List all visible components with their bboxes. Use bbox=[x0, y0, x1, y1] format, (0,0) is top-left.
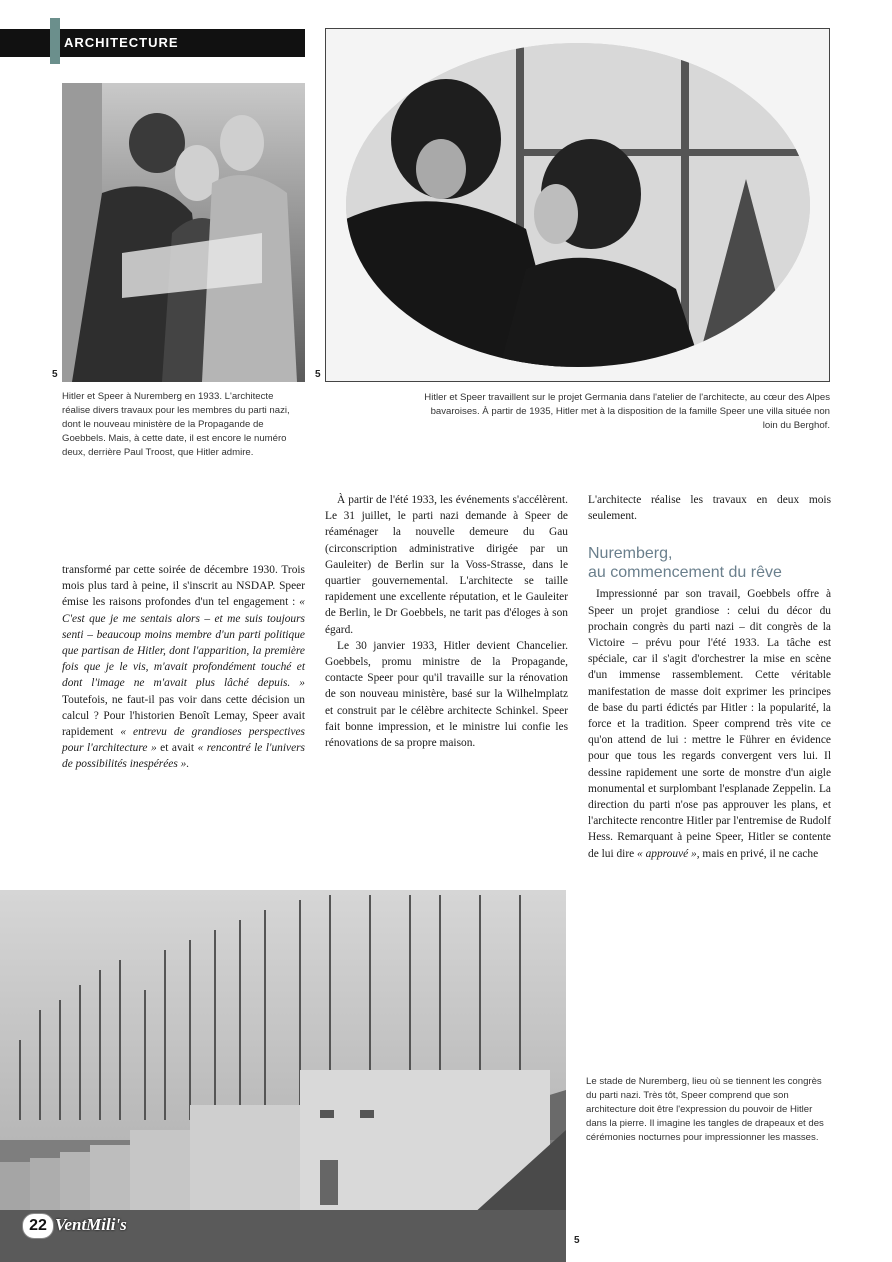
col3-para2-end: , mais en privé, il ne cache bbox=[696, 847, 819, 860]
col1-para2: Toutefois, ne faut-il pas voir dans cette décision un calcul ? Pour l'historien Benoît Lemay, Speer avait rapidement bbox=[62, 693, 305, 739]
magazine-logo: VentMili's bbox=[55, 1215, 127, 1234]
text-column-1 bbox=[62, 562, 305, 773]
page-number: 22 bbox=[22, 1213, 54, 1239]
col2-para2: Le 30 janvier 1933, Hitler devient Chancelier. Goebbels, promu ministre de la Propagande, contacte Speer pour qu'il travaille sur la rénovation de son nouveau ministère, basé sur la Wilhelmplatz et construit par le célèbre architecte Schinkel. Speer fait bonne impression, et le ministre lui confie les rénovations de sa propre maison. bbox=[325, 639, 568, 750]
col1-quote2: « entrevu de grandioses perspectives pour l'architecture » bbox=[62, 726, 305, 755]
col1-para3: et avait bbox=[160, 742, 195, 755]
col1-para1: transformé par cette soirée de décembre 1930. Trois mois plus tard à peine, il s'inscrit au NSDAP. Speer émise les raisons profondes d'un tel engagement : bbox=[62, 564, 305, 609]
photo2-number: 5 bbox=[315, 369, 321, 380]
subheading-line1: Nuremberg, bbox=[588, 545, 673, 563]
section-label: ARCHITECTURE bbox=[64, 35, 179, 50]
col3-para1: L'architecte réalise les travaux en deux mois seulement. bbox=[588, 494, 831, 523]
text-column-2 bbox=[325, 492, 568, 751]
photo1-caption: Hitler et Speer à Nuremberg en 1933. L'architecte réalise divers travaux pour les membres du parti nazi, dont le nouveau ministère de la Propagande de Goebbels. Mais, à cette date, il est encore le numéro deux, derrière Paul Troost, que Hitler admire. bbox=[62, 391, 290, 458]
text-column-3 bbox=[588, 492, 831, 862]
photo3-number: 5 bbox=[574, 1235, 580, 1246]
photo-hitler-speer-nuremberg bbox=[62, 83, 305, 382]
photo-nuremberg-stadium bbox=[0, 890, 566, 1262]
photo2-caption: Hitler et Speer travaillent sur le projet Germania dans l'atelier de l'architecte, au cœur des Alpes bavaroises. À partir de 1935, Hitler met à la disposition de la famille Speer une villa située non loin du Berghof. bbox=[424, 392, 830, 431]
section-subheading bbox=[588, 544, 831, 582]
subheading-line2: au commencement du rêve bbox=[588, 564, 782, 582]
photo-hitler-speer-atelier bbox=[325, 28, 830, 382]
col1-quote3: « rencontré le l'univers de possibilités inespérées ». bbox=[62, 742, 305, 771]
col2-para1: À partir de l'été 1933, les événements s'accélèrent. Le 31 juillet, le parti nazi demande à Speer de réaménager la nouvelle demeure du Gau (circonscription administrative dirigée par un Gauleiter) de Berlin sur la Voss-Strasse, dans le quartier gouvernemental. L'architecte se taille rapidement une excellente réputation, et le Gauleiter de Berlin, le Dr Goebbels, ne tarit pas d'éloges à son égard. bbox=[325, 494, 568, 636]
col3-quote: « approuvé » bbox=[637, 847, 697, 860]
photo1-number: 5 bbox=[52, 369, 58, 380]
section-header-accent bbox=[50, 18, 60, 64]
col1-quote1: « C'est que je me sentais alors – et me suis toujours senti – beaucoup moins membre d'un parti politique que partisan de Hitler, dont l'apparition, la première fois que je le vis, m'avait profondément touché et dont l'image ne m'avait plus lâché depuis. » bbox=[62, 596, 305, 690]
photo3-caption: Le stade de Nuremberg, lieu où se tiennent les congrès du parti nazi. Très tôt, Speer comprend que son architecture doit être l'expression du pouvoir de Hitler dans la pierre. Il imagine les tangles de drapeaux et des cérémonies nocturnes pour impressionner les masses. bbox=[586, 1076, 824, 1143]
col3-para2: Impressionné par son travail, Goebbels offre à Speer un projet grandiose : celui du décor du prochain congrès du parti nazi – dit congrès de la Victoire – prévu pour l'été 1933. La tâche est spéciale, car il s'agit d'orchestrer la mise en scène d'un immense rassemblement. Cette véritable manifestation de masse doit exprimer les principes de base du parti édictés par Hitler : la popularité, la force et la tradition. Speer comprend très vite ce qu'on attend de lui : mettre le Führer en évidence pour que tous les regards convergent vers lui. Il dessine rapidement une sorte de monstre d'un aigle monumental et surplombant l'esplanade Zeppelin. La direction du parti n'ose pas approuver les plans, et l'architecte rencontre Hitler par l'entremise de Rudolf Hess. Remarquant à peine Speer, Hitler se contente de lui dire bbox=[588, 588, 831, 860]
